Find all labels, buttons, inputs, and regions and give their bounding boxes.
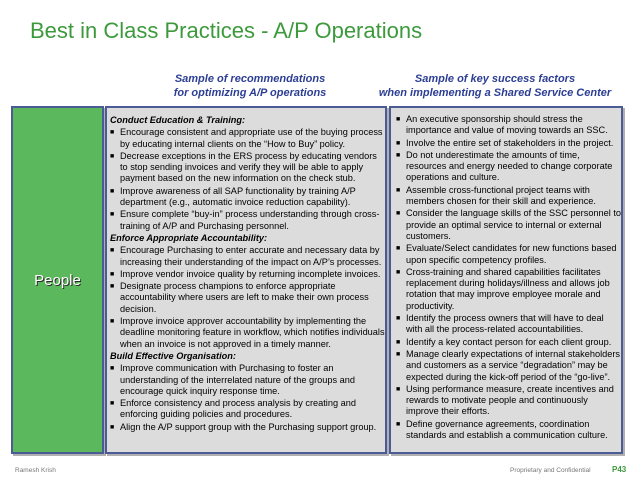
list-item [110, 245, 385, 268]
list-item-text: Involve the entire set of stakeholders in the project. [406, 137, 614, 148]
square-bullet-icon: ■ [396, 151, 401, 159]
square-bullet-icon: ■ [110, 129, 115, 137]
square-bullet-icon: ■ [396, 116, 401, 123]
square-bullet-icon: ■ [110, 187, 115, 195]
square-bullet-icon: ■ [396, 139, 401, 147]
square-bullet-icon: ■ [110, 283, 115, 291]
list-item-text: Identify a key contact person for each client group. [406, 336, 612, 347]
list-item [110, 398, 385, 421]
square-bullet-icon: ■ [396, 186, 401, 194]
success-factors-header-text: Sample of key success factors when implementing a Shared Service Center [378, 73, 612, 99]
list-item [110, 422, 385, 433]
list-item [396, 384, 621, 418]
list-item-text: An executive sponsorship should stress the importance and value of moving towards an SSC. [406, 114, 608, 136]
list-item [110, 186, 385, 209]
square-bullet-icon: ■ [110, 423, 115, 431]
list-item-text: Designate process champions to enforce appropriate accountability where users are left to make their own process decision. [120, 281, 369, 314]
list-item-text: Encourage Purchasing to enter accurate and necessary data by increasing their understanding of the impact on A/P’s processes. [120, 245, 382, 267]
list-item [396, 150, 621, 184]
list-item [396, 313, 621, 336]
people-label: People [34, 271, 81, 289]
list-item-text: Improve vendor invoice quality by returning incomplete invoices. [120, 268, 381, 279]
section-heading: Conduct Education & Training: [110, 115, 246, 125]
footer-confidential: Proprietary and Confidential [510, 467, 591, 474]
section-heading: Build Effective Organisation: [110, 350, 236, 361]
list-item-text: Do not underestimate the amounts of time, resources and energy needed to change corporate operations and culture. [406, 149, 613, 183]
list-item-text: Improve invoice approver accountability by implementing the deadline monitoring feature in workflow, which notifies individuals when an invoice is not approved in a timely manner. [120, 316, 385, 349]
list-item [110, 281, 385, 315]
list-item [396, 267, 621, 312]
square-bullet-icon: ■ [110, 152, 115, 160]
list-item-text: Enforce consistency and process analysis by creating and enforcing guiding policies and procedures. [120, 398, 356, 420]
list-item [110, 316, 385, 350]
recommendations-header [165, 72, 335, 100]
list-item-text: Ensure complete “buy-in” process understanding through cross-training of A/P and Purchasing personnel. [120, 209, 380, 231]
list-item-text: Align the A/P support group with the Purchasing support group. [120, 421, 377, 432]
list-item-text: Manage clearly expectations of internal stakeholders and customers as a service “degradation” may be expected during the kick-off period of the “go-live”. [406, 348, 620, 382]
people-category-box [11, 106, 104, 454]
square-bullet-icon: ■ [396, 385, 401, 393]
list-item-text: Identify the process owners that will have to deal with all the process-related accountabilities. [406, 313, 604, 335]
success-factors-header [370, 72, 620, 100]
square-bullet-icon: ■ [396, 268, 401, 276]
square-bullet-icon: ■ [396, 210, 401, 218]
square-bullet-icon: ■ [396, 350, 401, 358]
list-item-text: Cross-training and shared capabilities facilitates replacement during holidays/illness and allows job rotation that may improve employee morale and productivity. [406, 266, 610, 311]
list-item [396, 114, 621, 137]
list-item [396, 337, 621, 348]
square-bullet-icon: ■ [396, 338, 401, 346]
list-item [396, 243, 621, 266]
list-item [396, 138, 621, 149]
footer-author: Ramesh Krish [15, 467, 56, 474]
list-item-text: Improve awareness of all SAP functionality by training A/P department (e.g., automatic invoice reduction capability). [120, 185, 356, 208]
list-item [396, 349, 621, 383]
list-item-text: Decrease exceptions in the ERS process by educating vendors to stop sending invoices and verify they will be able to apply payment based on the new information on the check stub. [120, 150, 377, 184]
list-item-text: Assemble cross-functional project teams with members chosen for their skill and experience. [406, 184, 596, 207]
list-item-text: Improve communication with Purchasing to foster an understanding of the interrelated nature of the groups and encourage quick inquiry response time. [120, 363, 355, 396]
list-item-text: Define governance agreements, coordination standards and establish a communication culture. [406, 418, 608, 441]
square-bullet-icon: ■ [110, 400, 115, 408]
list-item-text: Consider the language skills of the SSC personnel to provide an optimal service to internal or external customers. [406, 208, 622, 241]
success-factors-panel [389, 106, 623, 454]
section-heading: Enforce Appropriate Accountability: [110, 232, 268, 243]
square-bullet-icon: ■ [110, 211, 115, 219]
list-item [396, 208, 621, 242]
recommendations-panel [105, 106, 387, 454]
list-item [110, 363, 385, 397]
square-bullet-icon: ■ [396, 315, 401, 323]
square-bullet-icon: ■ [110, 270, 115, 278]
list-item [110, 269, 385, 280]
square-bullet-icon: ■ [110, 365, 115, 373]
list-item-text: Using performance measure, create incentives and rewards to motivate people and continuously improve their efforts. [406, 383, 614, 417]
square-bullet-icon: ■ [396, 245, 401, 253]
list-item-text: Evaluate/Select candidates for new functions based upon specific competency profiles. [406, 243, 617, 265]
square-bullet-icon: ■ [110, 318, 115, 326]
recommendations-header-text: Sample of recommendations for optimizing A/P operations [173, 73, 327, 99]
list-item [396, 185, 621, 208]
square-bullet-icon: ■ [110, 247, 115, 255]
square-bullet-icon: ■ [396, 420, 401, 428]
list-item-text: Encourage consistent and appropriate use of the buying process by educating internal clients on the “How to Buy” policy. [120, 127, 383, 149]
list-item [396, 419, 621, 442]
list-item [110, 127, 385, 150]
slide-title: Best in Class Practices - A/P Operations [30, 18, 423, 43]
page-number: P43 [612, 465, 627, 474]
list-item [110, 151, 385, 185]
list-item [110, 209, 385, 232]
